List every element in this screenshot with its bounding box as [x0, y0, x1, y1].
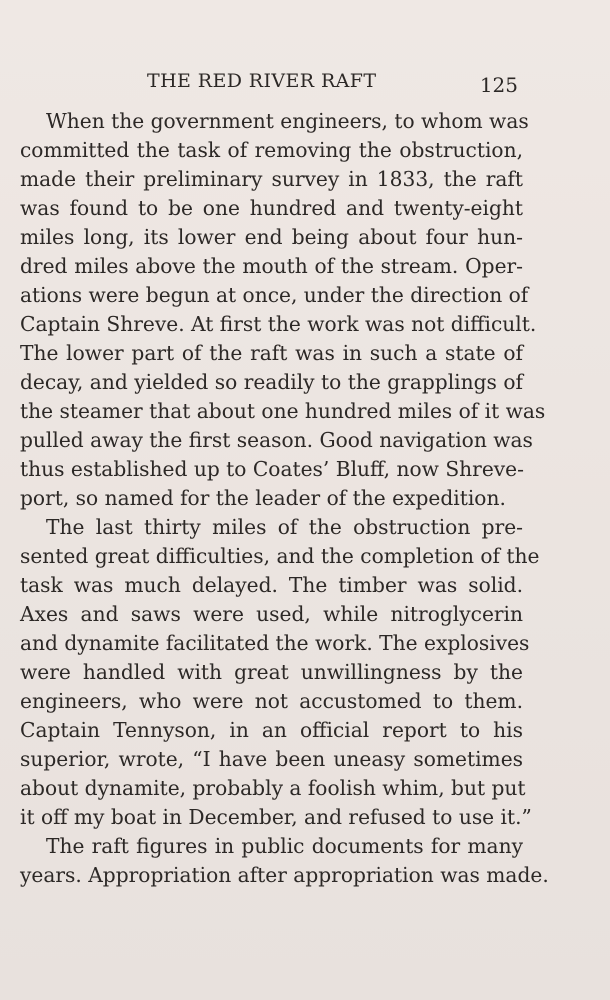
text-line: sented great difficulties, and the completion of the [20, 544, 540, 568]
text-line: Captain Shreve. At first the work was not difficult. [20, 312, 537, 336]
text-line: task was much delayed. The timber was solid. [20, 573, 523, 597]
text-line: pulled away the first season. Good navigation was [20, 428, 533, 452]
text-line: The last thirty miles of the obstruction pre- [46, 515, 523, 539]
text-line: Axes and saws were used, while nitroglycerin [20, 602, 523, 626]
text-line: dred miles above the mouth of the stream. Oper- [20, 254, 523, 278]
text-line: years. Appropriation after appropriation was made. [20, 863, 549, 887]
text-line: thus established up to Coates’ Bluff, now Shreve- [20, 457, 524, 481]
text-line: the steamer that about one hundred miles of it was [20, 399, 546, 423]
paragraph [20, 513, 540, 832]
page-number: 125 [479, 73, 518, 97]
text-line: engineers, who were not accustomed to them. [20, 689, 523, 713]
paragraph [20, 107, 546, 513]
text-line: The lower part of the raft was in such a state of [20, 341, 523, 365]
text-line: decay, and yielded so readily to the grapplings of [20, 370, 523, 394]
text-line: made their preliminary survey in 1833, the raft [20, 167, 523, 191]
text-line: and dynamite facilitated the work. The explosives [20, 631, 530, 655]
text-line: superior, wrote, “I have been uneasy sometimes [20, 747, 523, 771]
text-line: ations were begun at once, under the direction of [20, 283, 529, 307]
page-header [0, 66, 610, 96]
text-line: When the government engineers, to whom was [46, 109, 529, 133]
text-line: The raft figures in public documents for many [46, 834, 523, 858]
text-line: port, so named for the leader of the expedition. [20, 486, 506, 510]
text-line: it off my boat in December, and refused to use it.” [20, 805, 532, 829]
text-line: committed the task of removing the obstruction, [20, 138, 523, 162]
body-text [20, 107, 549, 890]
text-line: were handled with great unwillingness by the [20, 660, 523, 684]
text-line: Captain Tennyson, in an official report to his [20, 718, 523, 742]
paragraph [20, 832, 549, 890]
text-line: was found to be one hundred and twenty-eight [20, 196, 523, 220]
text-line: miles long, its lower end being about four hun- [20, 225, 523, 249]
text-line: about dynamite, probably a foolish whim, but put [20, 776, 526, 800]
running-head: THE RED RIVER RAFT [147, 70, 377, 92]
